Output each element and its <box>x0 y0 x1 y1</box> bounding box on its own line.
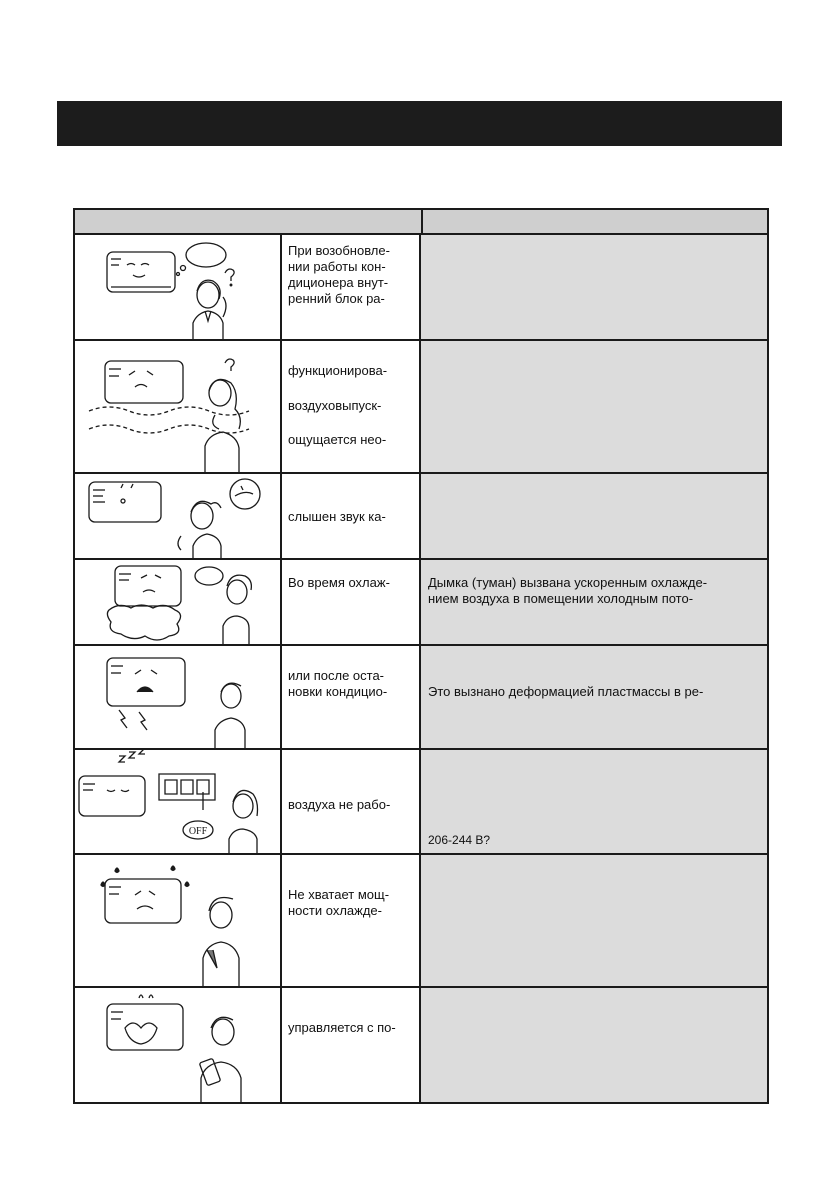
ac-power-off-illustration <box>75 750 280 853</box>
table-row <box>75 474 767 560</box>
symptom-line: ренний блок ра- <box>288 291 385 306</box>
ac-water-sound-illustration <box>75 474 280 558</box>
illustration-ac-weak-cooling <box>75 855 282 986</box>
symptom-cell <box>282 341 421 472</box>
illustration-ac-remote <box>75 988 282 1102</box>
symptom-line: ощущается нео- <box>288 432 387 447</box>
symptom-line: При возобновле- <box>288 243 390 258</box>
solution-cell <box>421 855 767 986</box>
solution-cell <box>421 235 767 339</box>
symptom-line: функционирова- <box>288 363 388 378</box>
symptom-line: новки кондицио- <box>288 684 388 699</box>
ac-weak-cooling-illustration <box>75 855 280 986</box>
symptom-cell <box>282 988 421 1102</box>
symptom-line: управляется с по- <box>288 1020 396 1035</box>
illustration-ac-cracking <box>75 646 282 748</box>
solution-line: Дымка (туман) вызвана ускоренным охлажде- <box>428 575 708 590</box>
symptom-line: ности охлажде- <box>288 903 382 918</box>
table-header <box>75 210 767 235</box>
ac-remote-illustration <box>75 988 280 1102</box>
symptom-cell <box>282 646 421 748</box>
troubleshooting-table <box>73 208 769 1104</box>
solution-cell <box>421 646 767 748</box>
solution-cell <box>421 341 767 472</box>
ac-cracking-illustration <box>75 646 280 748</box>
table-row <box>75 235 767 341</box>
table-row <box>75 341 767 474</box>
ac-mist-illustration <box>75 560 280 644</box>
table-row <box>75 750 767 855</box>
symptom-line: диционера внут- <box>288 275 389 290</box>
symptom-cell <box>282 235 421 339</box>
solution-cell <box>421 750 767 853</box>
symptom-cell <box>282 855 421 986</box>
symptom-cell <box>282 750 421 853</box>
symptom-cell <box>282 560 421 644</box>
symptom-line: слышен звук ка- <box>288 509 386 524</box>
symptom-line: Не хватает мощ- <box>288 887 390 902</box>
header-divider <box>421 210 423 235</box>
illustration-ac-water-sound <box>75 474 282 558</box>
solution-cell <box>421 560 767 644</box>
solution-line: Это вызнано деформацией пластмассы в ре- <box>428 684 704 699</box>
table-row <box>75 988 767 1102</box>
ac-odor-illustration <box>75 341 280 472</box>
symptom-line: Во время охлаж- <box>288 575 390 590</box>
off-label: OFF <box>188 826 208 837</box>
symptom-line: нии работы кон- <box>288 259 386 274</box>
symptom-line: воздуха не рабо- <box>288 797 391 812</box>
symptom-cell <box>282 474 421 558</box>
ac-restart-illustration <box>75 235 280 339</box>
solution-cell <box>421 474 767 558</box>
solution-cell <box>421 988 767 1102</box>
illustration-ac-power-off <box>75 750 282 853</box>
illustration-ac-mist <box>75 560 282 644</box>
solution-line: 206-244 В? <box>428 833 491 847</box>
section-header-bar <box>57 101 782 146</box>
symptom-line: воздуховыпуск- <box>288 398 382 413</box>
table-row <box>75 855 767 988</box>
table-row <box>75 560 767 646</box>
solution-line: нием воздуха в помещении холодным пото- <box>428 591 694 606</box>
table-row <box>75 646 767 750</box>
illustration-ac-odor <box>75 341 282 472</box>
illustration-ac-restart <box>75 235 282 339</box>
symptom-line: или после оста- <box>288 668 385 683</box>
